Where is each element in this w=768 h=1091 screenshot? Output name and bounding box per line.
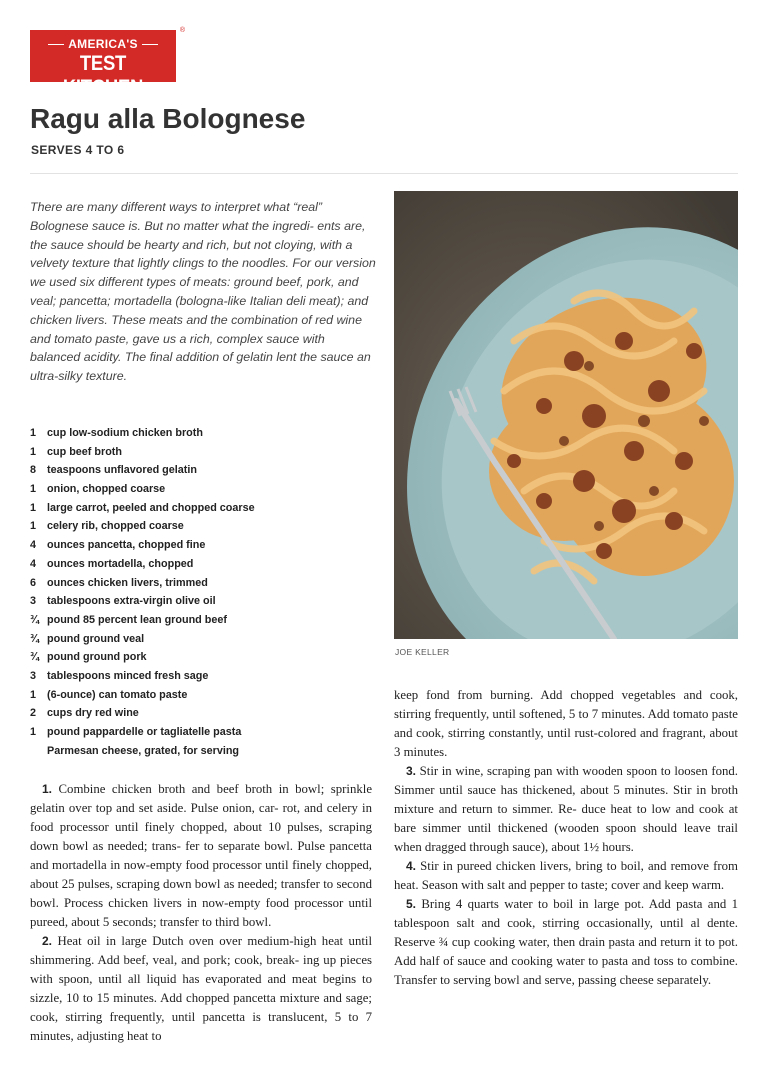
ingredient-item (30, 723, 370, 742)
ingredient-qty: 1 (30, 520, 37, 533)
step-number: 1. (42, 782, 53, 796)
ingredient-text: Parmesan cheese, grated, for serving (47, 744, 240, 757)
ingredient-text: teaspoons unflavored gelatin (47, 464, 197, 477)
ingredient-item (30, 667, 370, 686)
ingredient-text: pound 85 percent lean ground beef (47, 613, 227, 626)
step-text: Stir in wine, scraping pan with wooden spoon to loosen fond. Simmer until sauce has thickened, about 5 minutes. Stir in broth mixture and return to simmer. Re- duce heat to low and cook at bare simmer until thickened (wooden spoon should leave trail when dragged through sauce), about 1½ hours. (394, 764, 739, 854)
method-step (394, 857, 738, 895)
ingredient-item (30, 592, 370, 611)
ingredient-text: ounces chicken livers, trimmed (47, 576, 208, 589)
ingredient-qty: 2 (30, 707, 37, 720)
ingredient-qty: ¾ (30, 632, 40, 645)
ingredient-text: pound ground veal (47, 632, 145, 645)
brand-line-1: AMERICA'S (30, 37, 176, 51)
ingredient-item (30, 536, 370, 555)
step-number: 5. (406, 897, 417, 911)
ingredient-item (30, 574, 370, 593)
ingredient-qty: ¾ (30, 651, 40, 664)
ingredient-text: ounces mortadella, chopped (47, 557, 194, 570)
ingredient-item (30, 686, 370, 705)
registered-mark: ® (179, 27, 185, 34)
ingredient-text: cups dry red wine (47, 707, 139, 720)
ingredient-item (30, 630, 370, 649)
ingredient-text: cup beef broth (47, 445, 122, 458)
ingredient-text: onion, chopped coarse (47, 483, 166, 496)
brand-logo (30, 27, 185, 99)
step-number: 3. (406, 764, 417, 778)
ingredient-text: cup low-sodium chicken broth (47, 427, 203, 439)
ingredient-text: tablespoons minced fresh sage (47, 669, 209, 682)
ingredient-item (30, 499, 370, 518)
method-steps-right (394, 686, 738, 990)
ingredient-text: celery rib, chopped coarse (47, 520, 184, 533)
ingredient-item (30, 555, 370, 574)
pasta-dish-illustration (394, 191, 738, 639)
method-step-continued (394, 686, 738, 762)
ingredient-qty: 1 (30, 427, 37, 439)
step-text: Bring 4 quarts water to boil in large pot. Add pasta and 1 tablespoon salt and cook, stirring occasionally, until al dente. Reserve ¾ cup cooking water, then drain pasta and return it to pot. Add half of sauce and cooking water to pasta and toss to combine. Transfer to serving bowl and serve, passing cheese separately. (394, 897, 739, 987)
ingredient-item (30, 443, 370, 462)
ingredient-qty: 1 (30, 688, 37, 701)
method-step (394, 895, 738, 990)
ingredient-item (30, 517, 370, 536)
step-number: 2. (42, 934, 53, 948)
ingredient-text: pound ground pork (47, 651, 147, 664)
recipe-intro: There are many different ways to interpret what “real” Bolognese sauce is. But no matter what the ingredi- ents are, the sauce should be hearty and rich, but not cloying, with a velvety texture that lightly clings to the noodles. For our version we used six different types of meats: ground beef, pork, and veal; pancetta; mortadella (bologna-like Italian deli meat); and chicken livers. These meats and the combination of red wine and tomato paste, gave us a rich, complex sauce with balanced acidity. The final addition of gelatin lent the sauce an ultra-silky texture. (30, 200, 376, 384)
ingredient-item (30, 461, 370, 480)
ingredient-qty: 3 (30, 669, 37, 682)
ingredient-item (30, 424, 370, 443)
method-step (30, 780, 372, 932)
recipe-title: Ragu alla Bolognese (30, 103, 306, 134)
ingredient-text: pound pappardelle or tagliatelle pasta (47, 726, 242, 738)
ingredient-qty: 1 (30, 726, 37, 738)
ingredient-qty: 6 (30, 576, 37, 589)
method-step (30, 932, 372, 1046)
ingredient-qty: 3 (30, 595, 37, 608)
step-text: Combine chicken broth and beef broth in bowl; sprinkle gelatin over top and set aside. Pulse onion, car- rot, and celery in food processor until finely chopped, about 10 pulses, scraping down bowl as needed; trans- fer to separate bowl. Pulse pancetta and mortadella in now-empty food processor until finely chopped, about 25 pulses, scraping down bowl as needed; transfer to second bowl. Process chicken livers in now-empty food processor until pureed, about 5 seconds; transfer to third bowl. (30, 782, 373, 929)
recipe-photo (394, 191, 738, 639)
ingredient-text: (6-ounce) can tomato paste (47, 688, 188, 701)
brand-line-2: TEST KITCHEN (62, 52, 144, 99)
step-text: Heat oil in large Dutch oven over medium-high heat until shimmering. Add beef, veal, and pork; cook, break- ing up pieces with spoon, until all liquid has evaporated and meat begins to sizzle, 10 to 15 minutes. Add chopped pancetta mixture and sage; cook, stirring frequently, until pancetta is translucent, 5 to 7 minutes, adjusting heat to (30, 934, 373, 1043)
method-step (394, 762, 738, 857)
ingredient-text: large carrot, peeled and chopped coarse (47, 501, 255, 514)
ingredient-qty: 1 (30, 445, 37, 458)
step-number: 4. (406, 859, 417, 873)
ingredient-item (30, 742, 370, 761)
ingredient-qty: 1 (30, 501, 37, 514)
recipe-serves: SERVES 4 TO 6 (31, 143, 125, 157)
ingredient-qty: 4 (30, 557, 37, 570)
header-divider (30, 173, 738, 174)
step-text: Stir in pureed chicken livers, bring to boil, and remove from heat. Season with salt and pepper to taste; cover and keep warm. (394, 859, 738, 892)
ingredient-item (30, 648, 370, 667)
ingredient-qty: 1 (30, 483, 37, 496)
ingredient-item (30, 480, 370, 499)
ingredient-text: ounces pancetta, chopped fine (47, 539, 206, 552)
method-steps-left (30, 780, 372, 1046)
ingredient-qty: 4 (30, 539, 37, 552)
step-text: keep fond from burning. Add chopped vegetables and cook, stirring frequently, until softened, 5 to 7 minutes. Add tomato paste and cook, stirring constantly, until rust-colored and fragrant, about 3 minutes. (394, 688, 738, 759)
ingredient-item (30, 611, 370, 630)
photo-credit: JOE KELLER (395, 647, 450, 657)
ingredient-qty: 8 (30, 464, 37, 477)
ingredient-qty: ¾ (30, 613, 40, 626)
ingredient-text: tablespoons extra-virgin olive oil (47, 595, 216, 608)
ingredient-item (30, 704, 370, 723)
ingredient-list (30, 424, 370, 760)
